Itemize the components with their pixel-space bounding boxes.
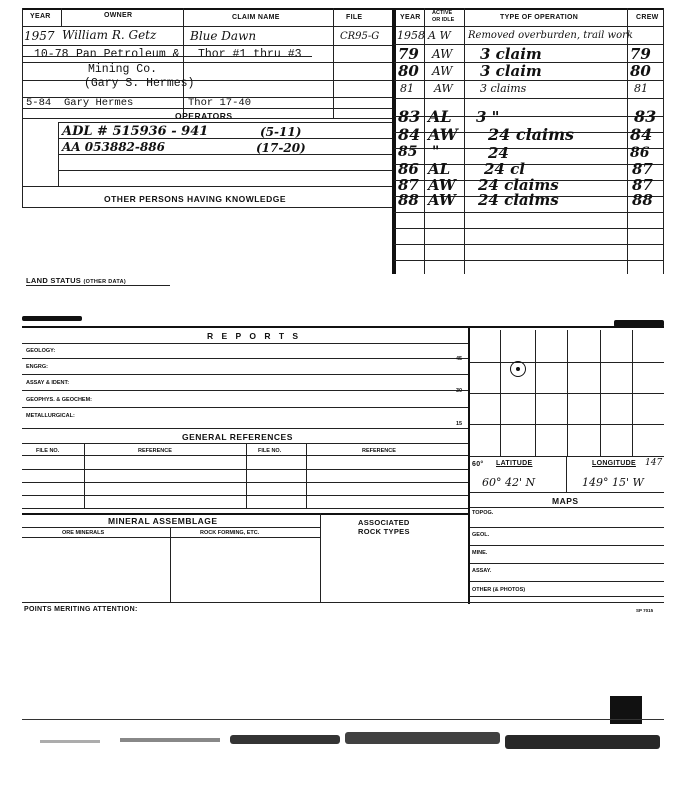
header-type-of-operation: TYPE OF OPERATION [500,14,579,21]
owner-pan-petroleum: Pan Petroleum & [76,48,180,61]
ref-col-file-no-1: FILE NO. [36,448,60,454]
owner-mining-co: Mining Co. [88,63,158,76]
operation-crew: 84 [630,125,653,144]
ref-col-reference-2: REFERENCE [362,448,396,454]
operation-year: 79 [398,45,419,63]
operators-label: OPERATORS [175,111,233,121]
operation-type: 24 claims [478,191,559,209]
map-topog: TOPOG. [472,510,494,516]
operation-status: AL [428,107,452,126]
points-meriting-attention: POINTS MERITING ATTENTION: [24,606,138,613]
rock-types-label: ROCK TYPES [358,527,410,536]
report-metallurgical: METALLURGICAL: [26,413,75,419]
report-geophys: GEOPHYS. & GEOCHEM: [26,397,93,403]
operation-status: A W [428,29,451,42]
map-assay: ASSAY. [472,568,492,574]
claim-blue-dawn: Blue Dawn [190,29,257,43]
operation-year: 83 [398,107,421,126]
longitude-label: LONGITUDE [592,460,636,467]
operation-status: AW [428,125,458,144]
header-file: FILE [346,14,363,21]
operation-crew: 81 [634,82,648,95]
associated-label: ASSOCIATED [358,518,410,527]
operation-status: AL [428,160,451,178]
operation-status: AW [434,82,453,95]
scan-smudge [22,316,82,321]
report-scale-30: 30 [456,388,463,394]
operation-year: 80 [398,62,419,80]
adl-range-1: (5-11) [260,125,302,139]
operation-crew: 83 [634,107,657,126]
header-year: YEAR [30,13,51,20]
longitude-value: 149° 15' W [582,476,644,489]
operation-crew: 80 [630,62,651,80]
map-other: OTHER (& PHOTOS) [472,587,526,593]
owner-year-1957: 1957 [24,29,55,43]
other-persons-label: OTHER PERSONS HAVING KNOWLEDGE [104,194,287,204]
operation-type: 24 claims [488,125,575,144]
operation-crew: 88 [632,191,653,209]
lat-prefix: 60° [472,461,484,468]
header-or-idle: OR IDLE [432,17,455,23]
operation-status: AW [428,191,456,209]
header-crew: CREW [636,14,659,21]
general-references-title: GENERAL REFERENCES [182,432,293,442]
operation-type: 24 [488,144,509,162]
ref-col-file-no-2: FILE NO. [258,448,282,454]
lon-suffix: 147 [645,458,663,468]
form-number: SP 7015 [636,608,654,613]
mineral-assemblage-title: MINERAL ASSEMBLAGE [108,516,218,526]
operation-status: AW [432,47,453,61]
header-owner: OWNER [104,12,133,19]
report-scale-15: 15 [456,421,463,427]
ref-col-reference-1: REFERENCE [138,448,172,454]
operation-type: 24 claims [478,176,559,194]
claim-thor-1-3: Thor #1 thru #3 [198,48,302,61]
operation-type: 24 cl [484,160,525,178]
operation-type: 3 claim [480,62,542,80]
file-cr95g: CR95-G [340,31,380,42]
operation-type: 3 " [476,108,500,126]
operation-status: " [432,144,440,160]
owner-getz: William R. Getz [62,28,157,42]
operation-crew: 87 [632,160,653,178]
operation-status: AW [432,64,453,78]
latitude-value: 60° 42' N [482,476,536,489]
adl-number-1: ADL # 515936 - 941 [62,124,209,139]
operation-year: 88 [398,191,419,209]
operation-type: 3 claim [480,45,542,63]
location-marker-icon [510,361,526,377]
operation-type: Removed overburden, trail work [468,30,633,41]
header-active: ACTIVE [432,10,453,16]
report-assay: ASSAY & IDENT: [26,380,70,386]
operation-year: 85 [398,144,418,160]
operation-type: 3 claims [480,82,527,95]
map-mine: MINE. [472,550,488,556]
operation-year: 84 [398,125,421,144]
operation-year: 81 [400,82,414,95]
owner-gary-hermes: Gary Hermes [64,97,134,109]
land-status-label: LAND STATUS (OTHER DATA) [26,276,126,285]
adl-number-2: AA 053882-886 [62,140,165,154]
operation-year: 87 [398,176,419,194]
map-geol: GEOL. [472,532,490,538]
operation-crew: 86 [630,145,650,161]
header-year-operations: YEAR [400,14,421,21]
report-scale-45: 45 [456,356,463,362]
report-geology: GEOLOGY: [26,348,56,354]
owner-year-584: 5-84 [26,97,52,109]
operation-crew: 79 [630,45,651,63]
owner-gary-hermes-paren: (Gary S. Hermes) [84,77,195,90]
operation-crew: 87 [632,176,653,194]
operation-year: 1958 [397,29,425,42]
operation-year: 86 [398,160,419,178]
owner-year-1078: 10-78 [34,48,69,61]
reports-title: R E P O R T S [207,331,302,341]
latitude-label: LATITUDE [496,460,533,467]
adl-range-2: (17-20) [256,141,306,155]
report-engineering: ENGRG: [26,364,48,370]
rock-forming-label: ROCK FORMING, ETC. [200,530,260,536]
claim-thor-17-40: Thor 17-40 [188,97,252,109]
maps-title: MAPS [552,496,579,506]
operation-status: AW [428,176,456,194]
ore-minerals-label: ORE MINERALS [62,530,105,536]
header-claim-name: CLAIM NAME [232,14,280,21]
